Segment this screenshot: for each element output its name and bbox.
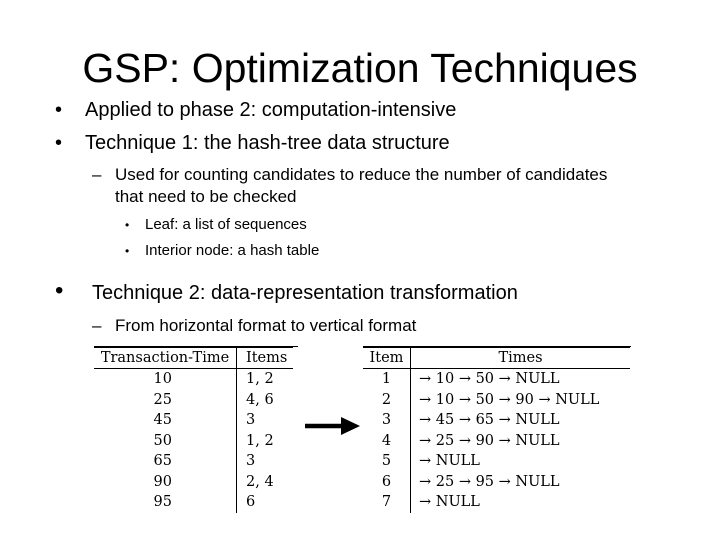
table-cell: 50 xyxy=(94,431,237,452)
dash-marker: – xyxy=(92,165,102,184)
bullet-marker: • xyxy=(55,99,63,121)
bullet-text: Technique 2: data-representation transformation xyxy=(92,282,518,304)
bullet-text: Applied to phase 2: computation-intensive xyxy=(85,99,457,121)
table-row xyxy=(94,451,293,472)
bullet-text: Technique 1: the hash-tree data structure xyxy=(85,132,450,154)
bullet-marker: • xyxy=(125,244,130,258)
table-row xyxy=(94,369,293,390)
table-cell: 1, 2 xyxy=(246,432,274,449)
sub-bullet-text: From horizontal format to vertical format xyxy=(115,316,417,335)
sub-sub-bullet-text: Leaf: a list of sequences xyxy=(145,216,307,233)
bullet-marker: • xyxy=(55,277,64,304)
sub-bullet-text: Used for counting candidates to reduce the number of candidates that need to be checked xyxy=(115,165,608,206)
table-row xyxy=(94,431,293,452)
table-cell: 4, 6 xyxy=(246,391,274,408)
table-row xyxy=(363,472,630,493)
table-cell: 95 xyxy=(94,492,237,513)
table-row xyxy=(363,390,630,411)
dash-marker: – xyxy=(92,316,102,335)
column-header: Items xyxy=(237,348,294,369)
table-cell: 2 xyxy=(363,390,411,411)
table-cell: 7 xyxy=(363,492,411,513)
table-cell: 90 xyxy=(94,472,237,493)
table-cell: 45 xyxy=(94,410,237,431)
column-header: Item xyxy=(363,348,411,369)
table-cell: 6 xyxy=(363,472,411,493)
table-cell: → 10 → 50 → 90 → NULL xyxy=(419,391,600,408)
table-cell: 1 xyxy=(363,369,411,390)
table-row xyxy=(94,390,293,411)
table-row xyxy=(363,410,630,431)
table-cell: → 25 → 90 → NULL xyxy=(419,432,560,449)
table-cell: 3 xyxy=(246,412,256,429)
table-cell: → NULL xyxy=(419,494,480,511)
table-cell: 2, 4 xyxy=(246,473,274,490)
table-row xyxy=(363,492,630,513)
table-cell: 10 xyxy=(94,369,237,390)
table-row xyxy=(94,472,293,493)
bullet-marker: • xyxy=(55,132,63,154)
table-cell: 6 xyxy=(246,494,256,511)
table-cell: 25 xyxy=(94,390,237,411)
table-cell: → 10 → 50 → NULL xyxy=(419,371,560,388)
table-cell: 5 xyxy=(363,451,411,472)
table-row xyxy=(363,369,630,390)
table-row xyxy=(363,451,630,472)
right-arrow-icon xyxy=(305,414,361,438)
slide-title: GSP: Optimization Techniques xyxy=(82,45,638,91)
table-row xyxy=(94,410,293,431)
sub-sub-bullet-text: Interior node: a hash table xyxy=(145,242,320,259)
table-cell: → 45 → 65 → NULL xyxy=(419,412,560,429)
horizontal-format-table xyxy=(94,347,293,513)
table-cell: 3 xyxy=(246,453,256,470)
vertical-format-table xyxy=(363,347,630,513)
table-cell: 3 xyxy=(363,410,411,431)
table-cell: 1, 2 xyxy=(246,371,274,388)
column-header: Times xyxy=(411,348,631,369)
table-cell: 4 xyxy=(363,431,411,452)
column-header: Transaction-Time xyxy=(94,348,237,369)
table-row xyxy=(363,431,630,452)
table-cell: 65 xyxy=(94,451,237,472)
bullet-marker: • xyxy=(125,218,130,232)
table-cell: → 25 → 95 → NULL xyxy=(419,473,560,490)
table-cell: → NULL xyxy=(419,453,480,470)
table-row xyxy=(94,492,293,513)
